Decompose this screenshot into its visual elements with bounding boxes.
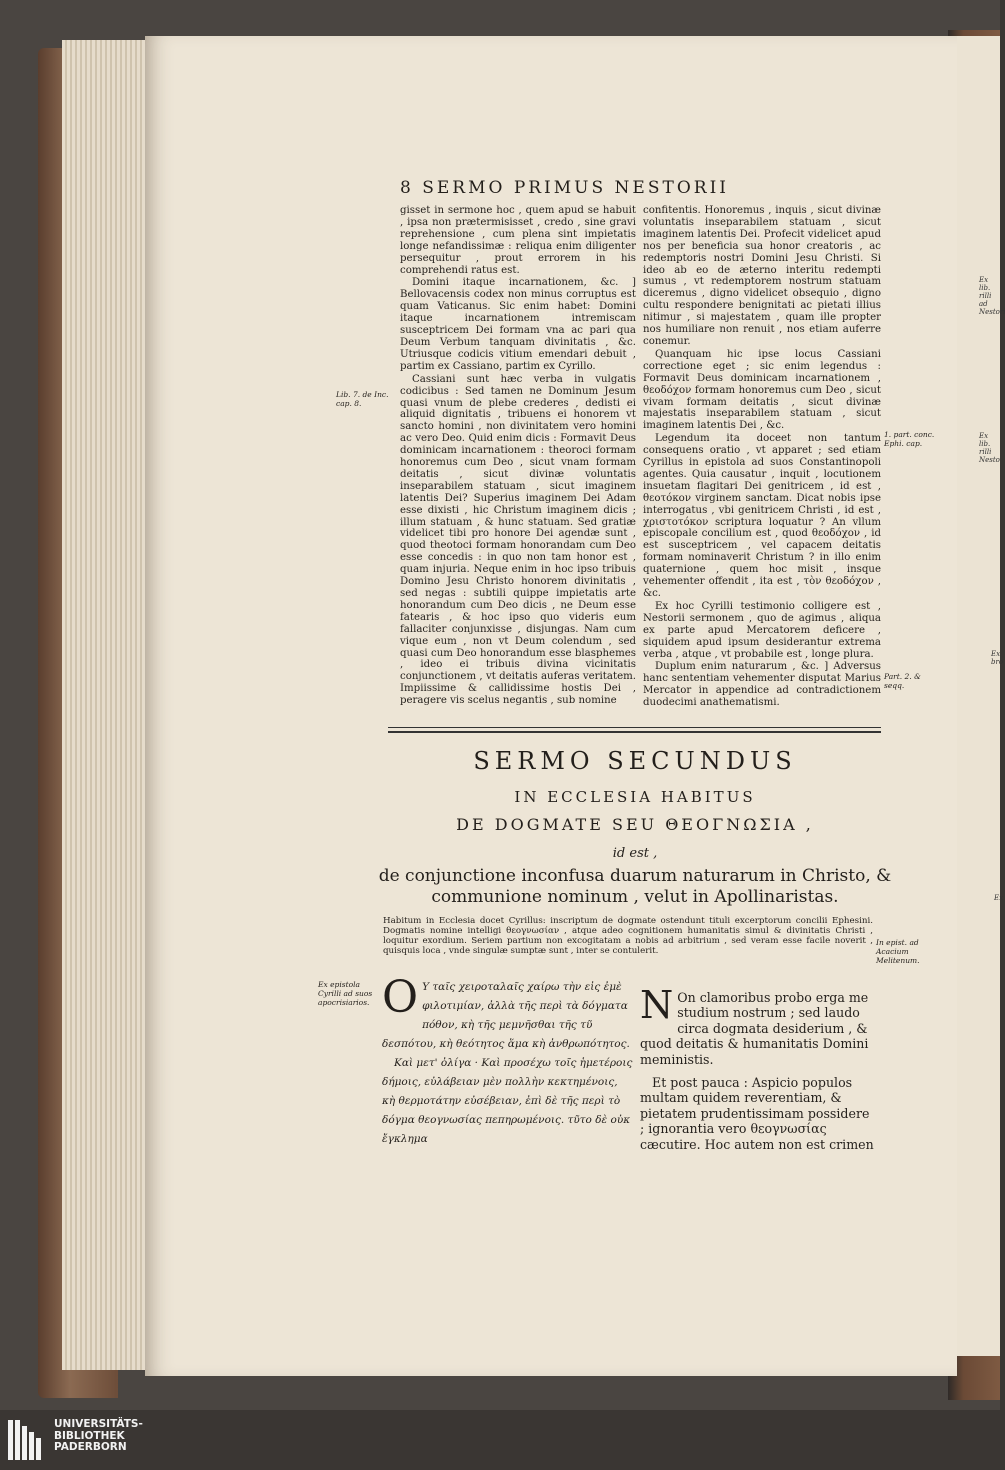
section-description: de conjunctione inconfusa duarum naturarum in Christo, & communione nominum , velut in Apollinaristas.: [378, 866, 892, 907]
library-name-line: UNIVERSITÄTS-: [54, 1418, 143, 1430]
left-column: [400, 205, 636, 707]
margin-note-part2: Part. 2. & seqq.: [884, 672, 921, 690]
library-logo-icon: [6, 1418, 48, 1462]
paragraph: gisset in sermone hoc , quem apud se habuit , ipsa non prætermisisset , credo , sine gravi reprehensione , cum plena sint impietatis longe nefandissimæ : reliqua enim diligenter persequitur , prout errorem in his comprehendi ratus est.: [400, 205, 636, 276]
margin-note-lib: Lib. 7. de Inc. cap. 8.: [336, 390, 389, 408]
footer-bar: [0, 1410, 1000, 1470]
paragraph: Cassiani sunt hæc verba in vulgatis codicibus : Sed tamen ne Dominum Jesum quasi vnum de plebe crederes , dedisti ei aliquid dignitatis , tribuens ei honorem vt sancto homini , non divinitatem vero homini ac vero Deo. Quid enim dicis : Formavit Deus dominicam incarnationem : theoroci formam honoremus cum Deo , sicut vnam formam deitatis , sicut divinæ voluntatis inseparabilem statuam , sicut imaginem latentis Dei? Superius imaginem Dei Adam esse dixisti , hic Christum imaginem dicis ; illum statuam , & hunc statuam. Sed gratiæ videlicet tibi pro honore Dei agendæ sunt , quod theotoci formam honorandam cum Deo esse concedis : in quo non tam honor est , quam injuria. Neque enim in hoc ipso tribuis Domino Jesu Christo honorem divinitatis , sed negas : subtili quippe impietatis arte honorandum cum Deo dicis , ne Deum esse fatearis , & hoc ipso quo videris eum fallaciter conjunxisse , disjungas. Nam cum vique eum , non vt Deum colendum , sed quasi cum Deo honorandum esse blasphemes , ideo ei tribuis divina vicinitatis conjunctionem , vt deitatis auferas veritatem. Impiissime & callidissime hostis Dei , peragere vis scelus negantis , sub nomine: [400, 373, 636, 707]
section-idest: id est ,: [612, 846, 658, 861]
section-divider: [388, 727, 881, 733]
drop-cap: O: [382, 972, 419, 1023]
section-subtitle: DE DOGMATE SEU ΘΕΟΓΝΩΣΙΑ ,: [456, 815, 814, 834]
section-subtitle: IN ECCLESIA HABITUS: [514, 788, 756, 806]
library-name-line: BIBLIOTHEK: [54, 1429, 125, 1442]
latin-text: On clamoribus probo erga me studium nostrum ; sed laudo circa dogmata desiderium , & quod deitatis & humanitatis Domini meministis.: [640, 990, 869, 1067]
library-name-line: PADERBORN: [54, 1441, 127, 1453]
paragraph: Legendum ita doceet non tantum consequens oratio , vt apparet ; sed etiam Cyrillus in epistola ad suos Constantinopoli agentes. Quia causatur , inquit , locutionem insuetam flagitari Dei genitricem , id est , θεοτόκον virginem sanctam. Dicat nobis ipse interrogatus , vbi genitricem Christi , id est , χριστοτόκον scriptura loquatur ? An vllum episcopale concilium est , quod θεοδόχον , id est susceptricem , vel capacem deitatis formam nominaverit Christum ? in illo enim quaternione , quem hoc misit , insque vehementer offendit , ita est , τὸν θεοδόχον , &c.: [643, 433, 881, 599]
paragraph: Duplum enim naturarum , &c. ] Adversus hanc sententiam vehementer disputat Marius Mercator in appendice ad contradictionem duodecimi anathematismi.: [643, 661, 881, 709]
margin-note-epistola: Ex epistola Cyrilli ad suos apocrisiarios.: [318, 980, 373, 1007]
paragraph: Quanquam hic ipse locus Cassiani correctione eget ; sic enim legendus : Formavit Deus dominicam incarnationem , θεοδόχον formam honoremus cum Deo , sicut vivam formam deitatis , sicut divinæ majestatis inseparabilem statuam , sicut imaginem latentis Dei , &c.: [643, 348, 881, 432]
facing-note: Ex: [994, 894, 1004, 902]
latin-text: Et post pauca : Aspicio populos multam quidem reverentiam, & pietatem prudentissimam possidere ; ignorantia vero θεογνωσίας cæcutire. Hoc autem non est crimen: [640, 1075, 874, 1152]
section-title: SERMO SECUNDUS: [473, 747, 797, 775]
argument-summary: Habitum in Ecclesia docet Cyrillus: inscriptum de dogmate ostendunt tituli excerptorum concilii Ephesini. Dogmatis nomine intelligi θεογνωσίαν , atque adeo cognitionem humanitatis simul & divinitatis Christi , loquitur exordium. Seriem partium non excogitatam a nobis ad arbitrium , sed veram esse facile noverit , quisquis loca , vnde singulæ sumptæ sunt , inter se contulerit.: [383, 916, 873, 956]
margin-note-inepist: In epist. ad Acacium Melitenum.: [876, 938, 920, 965]
greek-text: Καὶ μετ' ὀλίγα · Καὶ προσέχω τοῖς ἡμετέροις δήμοις, εὐλάβειαν μὲν πολλὴν κεκτημένοις, κὴ θερμοτάτην εὐσέβειαν, ἐπὶ δὲ τῆς περὶ τὸ δόγμα θεογνωσίας πεπηρωμένοις. τῦτο δὲ οὐκ ἔγκλημα: [382, 1057, 633, 1145]
facing-page: [953, 36, 1005, 1356]
margin-note-part: 1. part. conc. Ephi. cap.: [884, 430, 935, 448]
facing-note: Ex lib. rilli ad Nestori: [979, 276, 1005, 316]
paragraph: Ex hoc Cyrilli testimonio colligere est , Nestorii sermonem , quo de agimus , aliqua ex parte apud Mercatorem deficere , siquidem apud ipsum desiderantur extrema verba , atque , vt probabile est , longe plura.: [643, 600, 881, 660]
facing-note: Ex lib. rilli Nesto: [979, 432, 1000, 464]
drop-cap: N: [640, 983, 674, 1027]
facing-note: Ex bro: [991, 650, 1004, 666]
greek-column: [382, 972, 634, 1149]
library-name: [54, 1419, 143, 1454]
greek-text: Υ ταῖς χειροταλαῖς χαίρω τὴν εἰς ἐμὲ φιλοτιμίαν, ἀλλὰ τῆς περὶ τὰ δόγματα πόθον, κὴ τῆς μεμνῆσθαι τῆς τῦ δεσπότου, κὴ θεότητος ἅμα κὴ ἀνθρωπότητος.: [382, 981, 630, 1050]
paragraph: confitentis. Honoremus , inquis , sicut divinæ voluntatis inseparabilem statuam , sicut imaginem latentis Dei. Profecit videlicet apud nos per beneficia sua honor creatoris , ac redemptoris nostri Domini Jesu Christi. Si ideo ab eo de æterno interitu redempti sumus , vt redemptorem nostrum statuam diceremus , digno videlicet obsequio , digno cultu respondere benignitati ac pietati illius nitimur , si majestatem , quam ille propter nos humiliare non renuit , nos etiam auferre conemur.: [643, 205, 881, 347]
paragraph: Domini itaque incarnationem, &c. ] Bellovacensis codex non minus corruptus est quam Vaticanus. Sic enim habet: Domini itaque incarnationem intremiscam susceptricem Dei formam vna ac pari qua Deum Verbum tanquam divinitatis , &c. Utriusque codicis vitium emendari debuit , partim ex Cassiano, partim ex Cyrillo.: [400, 277, 636, 372]
latin-column: [640, 983, 874, 1152]
page-edges: [62, 40, 152, 1370]
right-column: [643, 205, 881, 709]
running-header: 8 SERMO PRIMUS NESTORII: [400, 178, 729, 198]
